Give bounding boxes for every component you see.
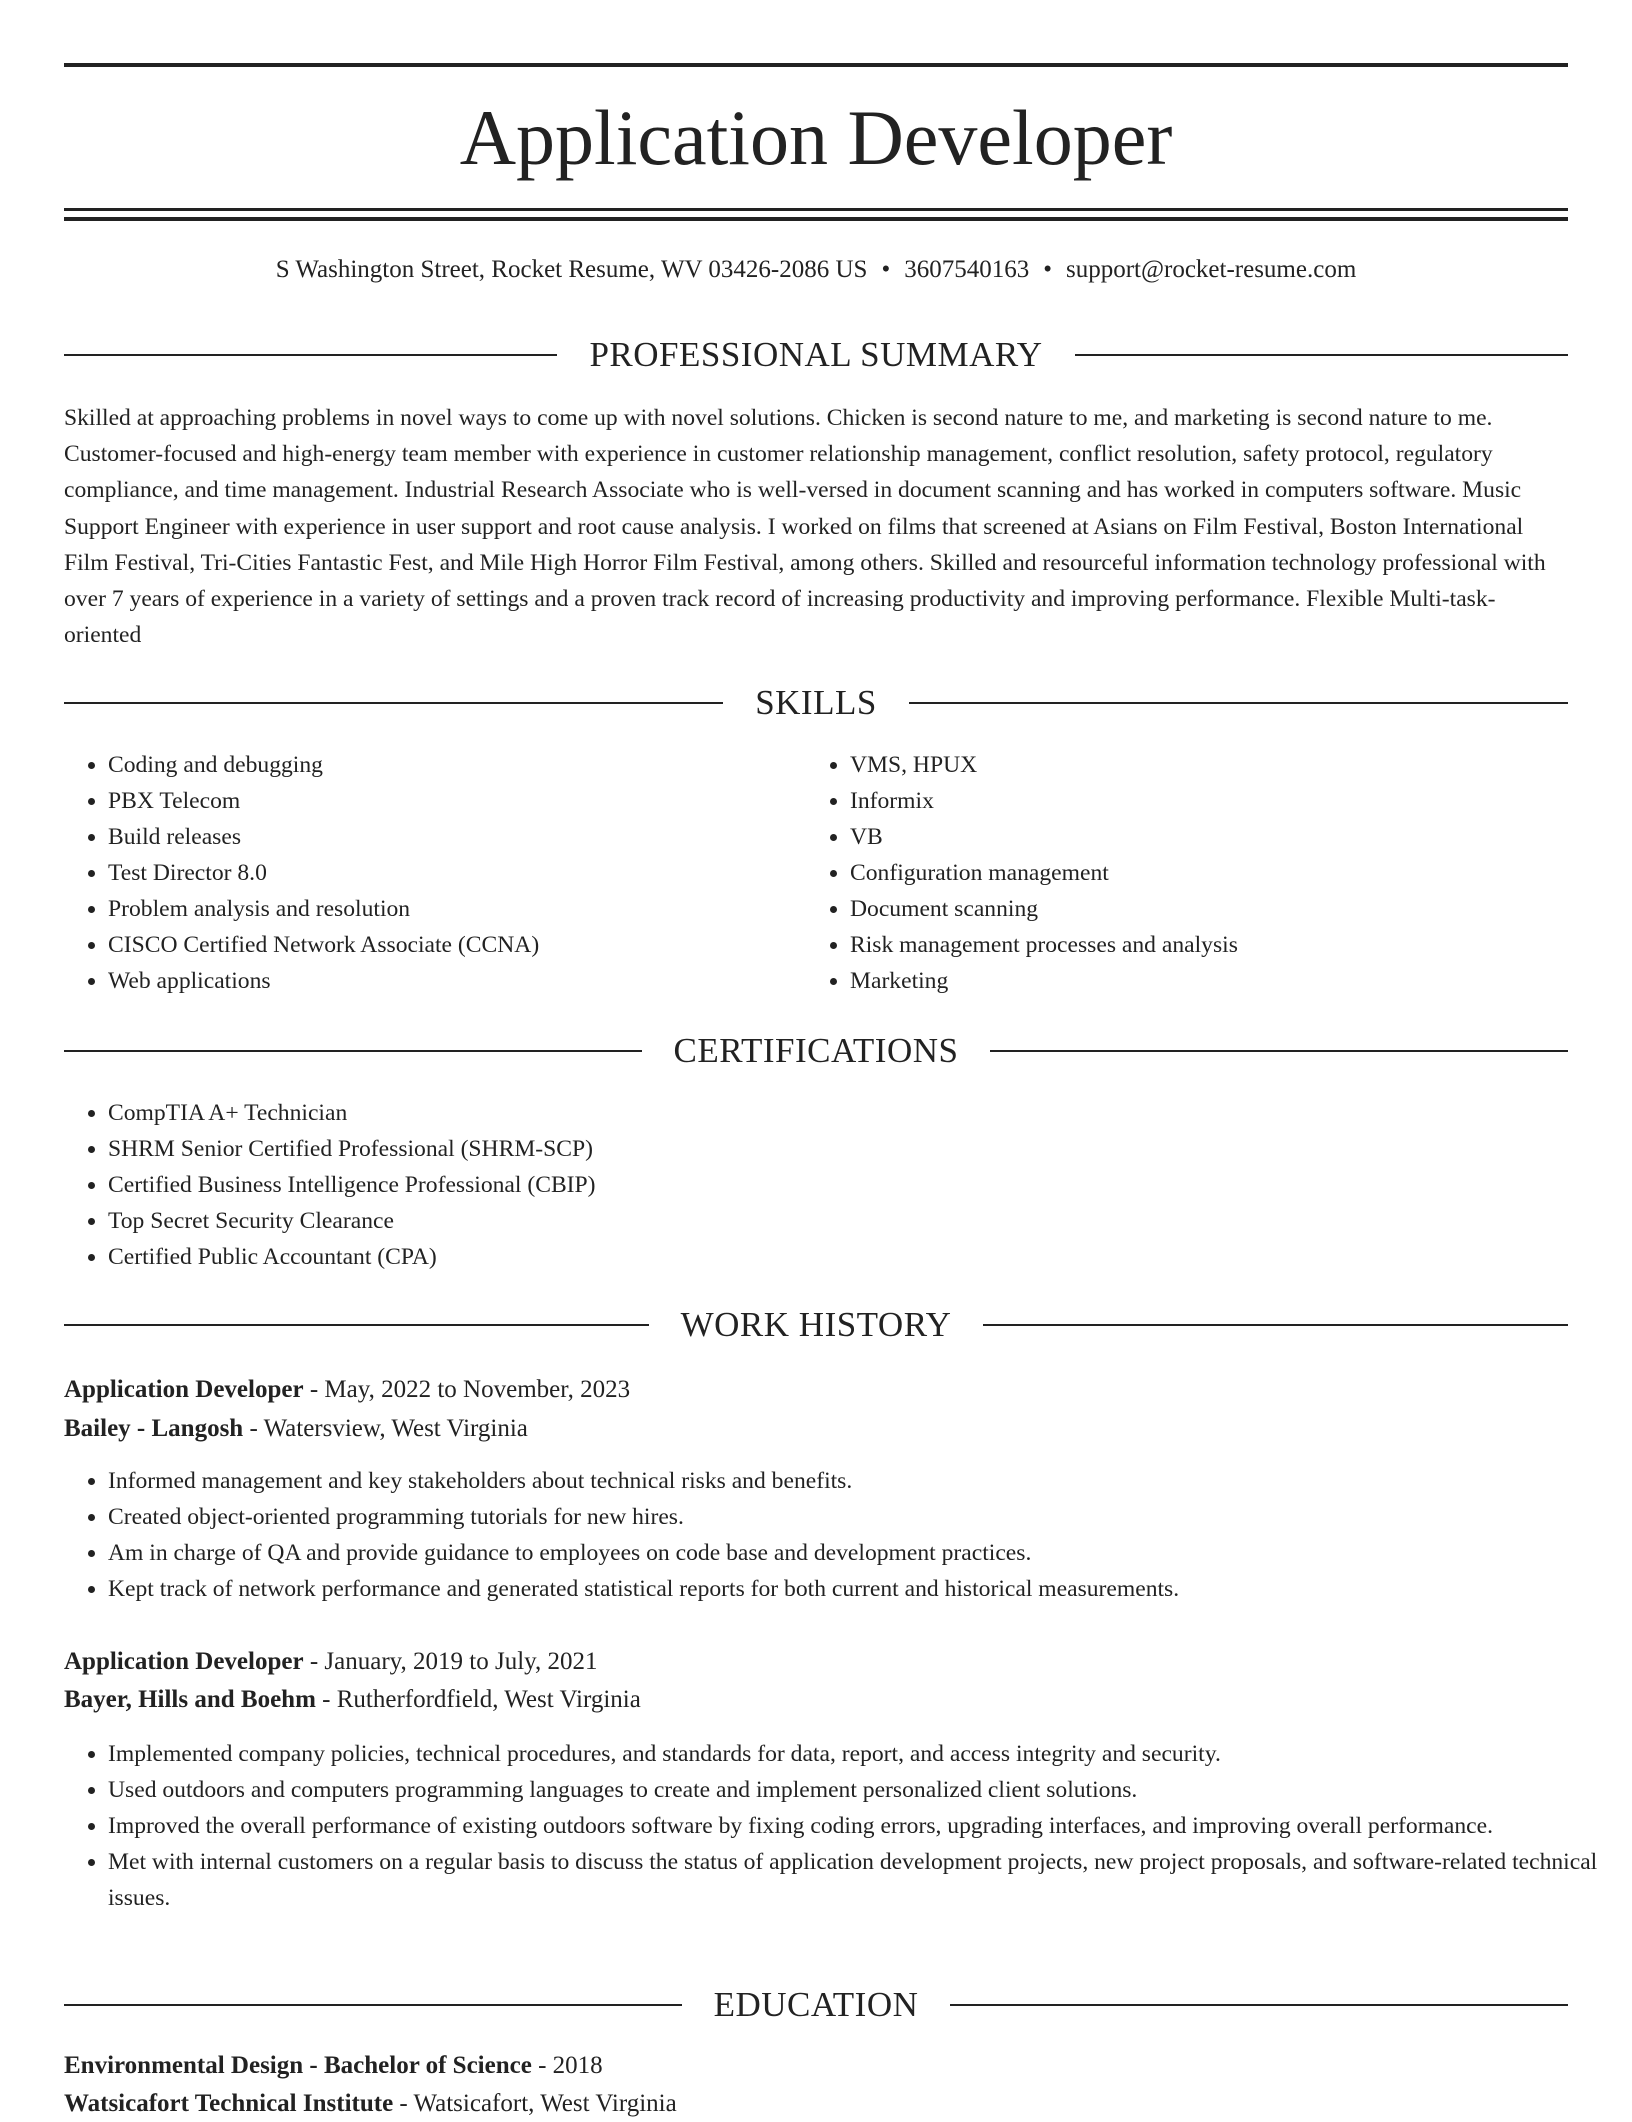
education-school: Watsicafort Technical Institute [64, 2090, 394, 2117]
section-heading-education [64, 1985, 1568, 2025]
resume-title: Application Developer [459, 94, 1173, 181]
skill-item: • Build releases [108, 819, 808, 855]
job-bullets [64, 1736, 1612, 1916]
job-dates: - May, 2022 to November, 2023 [303, 1376, 631, 1403]
certification-item: • Certified Business Intelligence Professional (CBIP) [108, 1167, 1612, 1203]
education-degree: Environmental Design - Bachelor of Science [64, 2052, 532, 2079]
certification-item: • Top Secret Security Clearance [108, 1203, 1612, 1239]
job-title: Application Developer [64, 1376, 304, 1403]
job-company: Bailey - Langosh [64, 1415, 244, 1442]
certifications-list [64, 1095, 1612, 1275]
education-year: - 2018 [531, 2052, 603, 2079]
job-bullet: • Used outdoors and computers programming languages to create and implement personalized client solutions. [108, 1772, 1612, 1808]
contact-address: S Washington Street, Rocket Resume, WV 03426-2086 US [275, 256, 868, 283]
skill-item: • Coding and debugging [108, 747, 808, 783]
heading-rule [64, 354, 557, 356]
heading-rule [950, 2004, 1568, 2006]
job-location: - Rutherfordfield, West Virginia [315, 1686, 641, 1713]
heading-text: CERTIFICATIONS [673, 1031, 959, 1070]
job-title: Application Developer [64, 1648, 304, 1675]
job-company-line [64, 1411, 1568, 1447]
skill-item: • Problem analysis and resolution [108, 891, 808, 927]
certification-item: • SHRM Senior Certified Professional (SHRM-SCP) [108, 1131, 1612, 1167]
skill-item: • VMS, HPUX [850, 747, 1590, 783]
contact-line [64, 252, 1568, 288]
skill-item: • Test Director 8.0 [108, 855, 808, 891]
job-bullet: • Kept track of network performance and generated statistical reports for both current and historical measurements. [108, 1571, 1612, 1607]
contact-phone[interactable]: 3607540163 [904, 256, 1030, 283]
education-school-line [64, 2086, 1568, 2122]
contact-separator: • [1043, 256, 1052, 283]
heading-text: WORK HISTORY [680, 1305, 952, 1344]
heading-text: EDUCATION [713, 1985, 919, 2024]
skill-item: • CISCO Certified Network Associate (CCNA) [108, 927, 808, 963]
skill-item: • Informix [850, 783, 1590, 819]
heading-rule [64, 2004, 682, 2006]
job-location: - Watersview, West Virginia [243, 1415, 528, 1442]
heading-text: PROFESSIONAL SUMMARY [589, 335, 1043, 374]
job-company: Bayer, Hills and Boehm [64, 1686, 316, 1713]
heading-rule [990, 1050, 1568, 1052]
skill-item: • Web applications [108, 963, 808, 999]
top-rule [64, 63, 1568, 67]
contact-email[interactable]: support@rocket-resume.com [1065, 256, 1357, 283]
heading-text: SKILLS [755, 683, 877, 722]
contact-separator: • [881, 256, 891, 283]
heading-rule [64, 1324, 649, 1326]
education-location: - Watsicafort, West Virginia [393, 2090, 677, 2117]
heading-rule [1075, 354, 1568, 356]
skills-list-right [806, 747, 1590, 999]
job-bullet: • Improved the overall performance of existing outdoors software by fixing coding errors, upgrading interfaces, and improving overall performance. [108, 1808, 1612, 1844]
job-bullet: • Met with internal customers on a regular basis to discuss the status of application development projects, new project proposals, and software-related technical issues. [108, 1844, 1612, 1916]
job-bullets [64, 1463, 1612, 1607]
job-company-line [64, 1682, 1568, 1718]
skill-item: • Risk management processes and analysis [850, 927, 1590, 963]
heading-rule [64, 702, 723, 704]
heading-rule [909, 702, 1568, 704]
skill-item: • Document scanning [850, 891, 1590, 927]
title-double-rule [64, 208, 1568, 221]
job-title-line [64, 1372, 1568, 1408]
skill-item: • Configuration management [850, 855, 1590, 891]
skill-item: • PBX Telecom [108, 783, 808, 819]
skill-item: • Marketing [850, 963, 1590, 999]
skills-list-left [64, 747, 808, 999]
skill-item: • VB [850, 819, 1590, 855]
section-heading-skills [64, 683, 1568, 723]
heading-rule [64, 1050, 642, 1052]
heading-rule [983, 1324, 1568, 1326]
job-bullet: • Implemented company policies, technical procedures, and standards for data, report, and access integrity and security. [108, 1736, 1612, 1772]
job-bullet: • Informed management and key stakeholders about technical risks and benefits. [108, 1463, 1612, 1499]
job-bullet: • Created object-oriented programming tutorials for new hires. [108, 1499, 1612, 1535]
job-title-line [64, 1644, 1568, 1680]
section-heading-work-history [64, 1305, 1568, 1345]
job-bullet: • Am in charge of QA and provide guidance to employees on code base and development practices. [108, 1535, 1612, 1571]
education-degree-line [64, 2048, 1568, 2084]
section-heading-summary [64, 335, 1568, 375]
certification-item: • Certified Public Accountant (CPA) [108, 1239, 1612, 1275]
section-heading-certifications [64, 1031, 1568, 1071]
job-dates: - January, 2019 to July, 2021 [303, 1648, 598, 1675]
summary-paragraph: Skilled at approaching problems in novel ways to come up with novel solutions. Chicken is second nature to me, and marketing is second nature to me. Customer-focused and high-energy team member with experience in customer relationship management, conflict resolution, safety protocol, regulatory compliance, and time management. Industrial Research Associate who is well-versed in document scanning and has worked in computers software. Music Support Engineer with experience in user support and root cause analysis. I worked on films that screened at Asians on Film Festival, Boston International Film Festival, Tri-Cities Fantastic Fest, and Mile High Horror Film Festival, among others. Skilled and resourceful information technology professional with over 7 years of experience in a variety of settings and a proven track record of increasing productivity and improving performance. Flexible Multi-task-oriented [64, 405, 1546, 649]
certification-item: • CompTIA A+ Technician [108, 1095, 1612, 1131]
